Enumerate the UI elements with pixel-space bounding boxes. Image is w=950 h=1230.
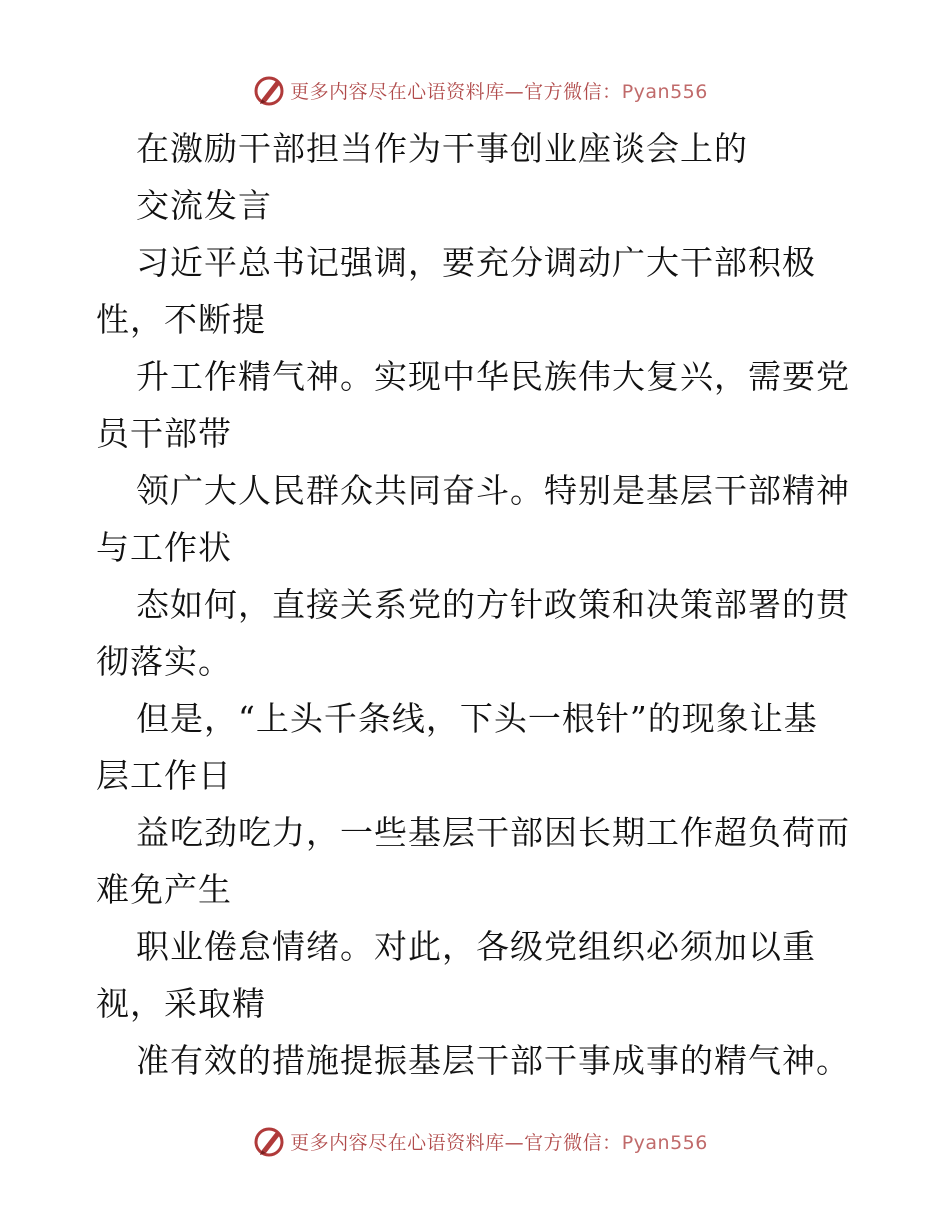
text-line: 职业倦怠情绪。对此，各级党组织必须加以重	[136, 927, 816, 966]
header-watermark-text	[290, 77, 708, 104]
watermark-main: 更多内容尽在心语资料库	[290, 1131, 505, 1154]
text-line: 益吃劲吃力，一些基层干部因长期工作超负荷而	[136, 813, 850, 852]
document-body	[96, 120, 856, 1089]
watermark-note: 官方微信：	[524, 1131, 622, 1154]
text-line: 视，采取精	[96, 984, 266, 1023]
watermark-note: 官方微信：	[524, 80, 622, 103]
text-line: 升工作精气神。实现中华民族伟大复兴，需要党	[136, 357, 850, 396]
text-line: 层工作日	[96, 756, 232, 795]
text-line: 习近平总书记强调，要充分调动广大干部积极	[136, 243, 816, 282]
footer-watermark-text	[290, 1128, 708, 1155]
text-line: 性，不断提	[96, 300, 266, 339]
text-line: 员干部带	[96, 414, 232, 453]
pen-logo-icon	[252, 1124, 286, 1158]
text-line: 领广大人民群众共同奋斗。特别是基层干部精神	[136, 471, 850, 510]
text-line: 交流发言	[136, 186, 272, 225]
footer-watermark	[0, 1121, 950, 1161]
header-watermark-inner	[252, 73, 708, 107]
watermark-dash: —	[504, 1131, 525, 1154]
header-watermark	[0, 70, 950, 110]
watermark-id: Pyan556	[621, 80, 708, 103]
watermark-id: Pyan556	[621, 1131, 708, 1154]
text-line: 在激励干部担当作为干事创业座谈会上的	[136, 129, 748, 168]
text-line: 但是，“上头千条线，下头一根针”的现象让基	[136, 699, 818, 738]
text-line: 难免产生	[96, 870, 232, 909]
pen-logo-icon	[252, 73, 286, 107]
text-line: 准有效的措施提振基层干部干事成事的精气神。	[136, 1041, 850, 1080]
text-line: 与工作状	[96, 528, 232, 567]
watermark-main: 更多内容尽在心语资料库	[290, 80, 505, 103]
footer-watermark-inner	[252, 1124, 708, 1158]
watermark-dash: —	[504, 80, 525, 103]
text-line: 态如何，直接关系党的方针政策和决策部署的贯	[136, 585, 850, 624]
text-line: 彻落实。	[96, 642, 232, 681]
